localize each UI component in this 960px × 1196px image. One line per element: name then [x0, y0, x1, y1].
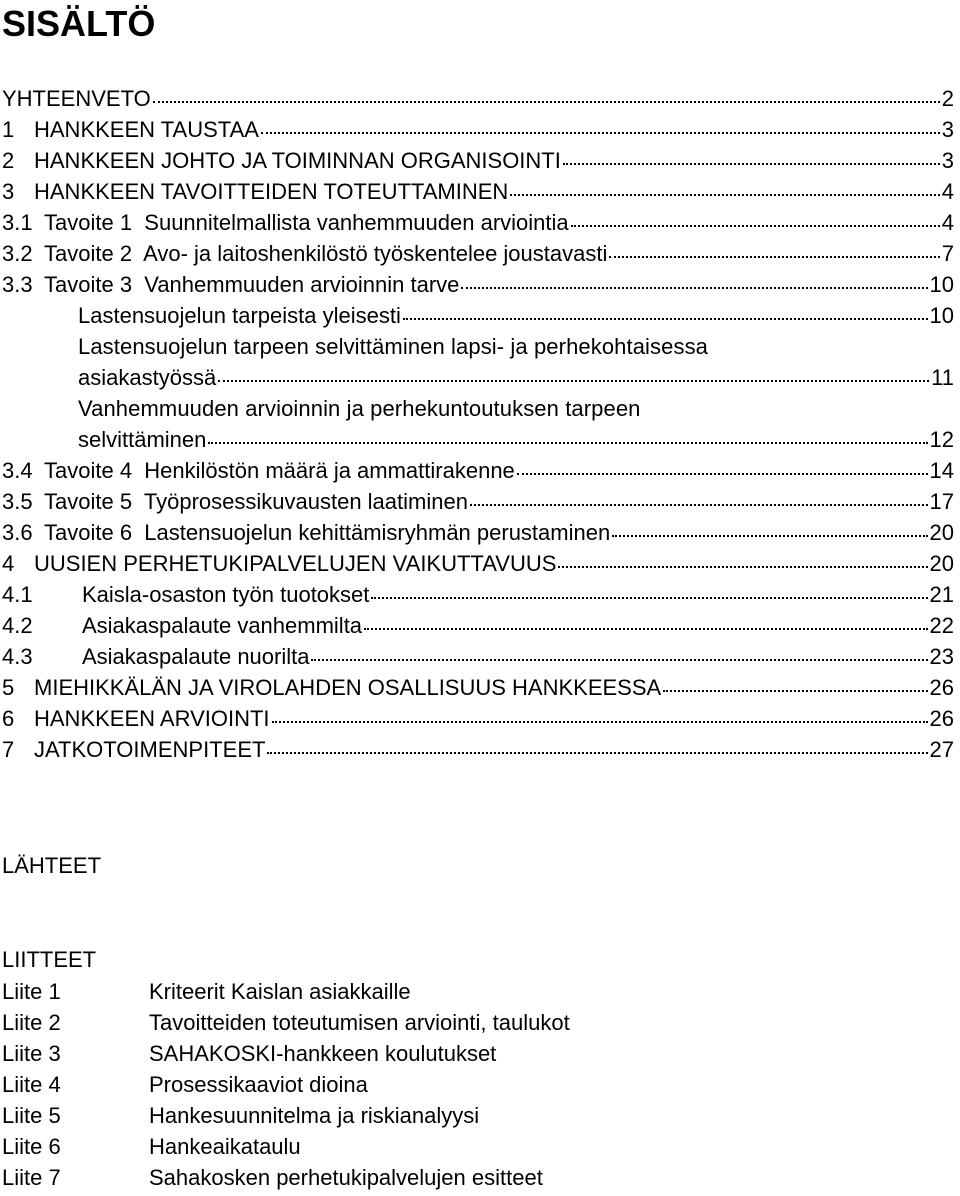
toc-entry-title-line1: Lastensuojelun tarpeen selvittäminen lapsi- ja perhekohtaisessa [78, 334, 709, 359]
toc-leader-dots [563, 163, 940, 165]
toc-entry-title: Lastensuojelun tarpeista yleisesti [78, 303, 401, 328]
toc-entry-title: Tavoite 4 Henkilöstön määrä ja ammattirakenne [44, 458, 515, 483]
appendices-heading: LIITTEET [2, 947, 97, 972]
toc-entry[interactable] [78, 301, 954, 331]
toc-entry-number: 3.6 [2, 520, 33, 545]
toc-entry[interactable] [2, 580, 954, 610]
toc-leader-dots [218, 380, 929, 382]
appendix-label: Liite 5 [2, 1103, 61, 1128]
toc-entry-page: 4 [941, 210, 954, 235]
toc-entry[interactable] [2, 115, 954, 145]
toc-entry-page: 12 [929, 427, 954, 452]
toc-entry[interactable] [2, 146, 954, 176]
appendix-label: Liite 4 [2, 1072, 61, 1097]
toc-entry-page: 17 [929, 489, 954, 514]
toc-entry-title: HANKKEEN TAVOITTEIDEN TOTEUTTAMINEN [34, 179, 509, 204]
toc-leader-dots [261, 132, 940, 134]
toc-entry-number: 1 [2, 117, 15, 142]
toc-entry[interactable] [2, 84, 954, 114]
toc-entry-page: 2 [941, 86, 954, 111]
toc-entry-page: 3 [941, 148, 954, 173]
toc-entry-number: 4 [2, 551, 15, 576]
toc-entry-title: Tavoite 5 Työprosessikuvausten laatiminen [44, 489, 468, 514]
toc-entry-page: 26 [929, 675, 954, 700]
toc-leader-dots [609, 256, 939, 258]
appendix-label: Liite 2 [2, 1010, 61, 1035]
toc-entry-number: 4.1 [2, 582, 33, 607]
toc-leader-dots [371, 597, 927, 599]
toc-entry-number: 4.2 [2, 613, 33, 638]
toc-entry-title: MIEHIKKÄLÄN JA VIROLAHDEN OSALLISUUS HANKKEESSA [34, 675, 662, 700]
toc-leader-dots [510, 194, 939, 196]
toc-leader-dots [272, 721, 928, 723]
toc-entry[interactable] [2, 456, 954, 486]
appendix-label: Liite 1 [2, 979, 61, 1004]
toc-entry-page: 20 [929, 520, 954, 545]
page-title: SISÄLTÖ [2, 3, 156, 44]
toc-entry-title: YHTEENVETO [2, 86, 151, 111]
appendix-title: Kriteerit Kaislan asiakkaille [149, 979, 411, 1004]
toc-entry[interactable] [2, 177, 954, 207]
toc-leader-dots [663, 690, 927, 692]
toc-entry-number: 3.5 [2, 489, 33, 514]
toc-leader-dots [461, 287, 927, 289]
toc-entry-number: 3 [2, 179, 15, 204]
toc-entry-title: asiakastyössä [78, 365, 217, 390]
appendix-title: SAHAKOSKI-hankkeen koulutukset [149, 1041, 497, 1066]
toc-entry-title: Tavoite 1 Suunnitelmallista vanhemmuuden arviointia [44, 210, 569, 235]
toc-entry-page: 27 [929, 737, 954, 762]
toc-leader-dots [267, 752, 927, 754]
toc-entry-title: HANKKEEN JOHTO JA TOIMINNAN ORGANISOINTI [34, 148, 561, 173]
toc-entry-number: 3.2 [2, 241, 33, 266]
appendix-title: Tavoitteiden toteutumisen arviointi, taulukot [149, 1010, 570, 1035]
toc-leader-dots [311, 659, 927, 661]
toc-entry-title: Kaisla-osaston työn tuotokset [82, 582, 370, 607]
toc-leader-dots [153, 101, 940, 103]
toc-entry-page: 23 [929, 644, 954, 669]
toc-entry-number: 4.3 [2, 644, 33, 669]
toc-entry[interactable] [78, 425, 954, 455]
toc-leader-dots [364, 628, 927, 630]
toc-entry-number: 7 [2, 737, 15, 762]
toc-entry-page: 7 [941, 241, 954, 266]
sources-heading: LÄHTEET [2, 853, 102, 878]
toc-entry-number: 5 [2, 675, 15, 700]
toc-entry-number: 3.3 [2, 272, 33, 297]
toc-entry-title: Tavoite 6 Lastensuojelun kehittämisryhmän perustaminen [44, 520, 611, 545]
toc-entry[interactable] [2, 239, 954, 269]
toc-entry-title: HANKKEEN TAUSTAA [34, 117, 259, 142]
toc-entry-page: 4 [941, 179, 954, 204]
toc-entry-page: 20 [929, 551, 954, 576]
toc-entry-page: 14 [929, 458, 954, 483]
toc-entry-number: 3.4 [2, 458, 33, 483]
toc-entry-page: 10 [929, 303, 954, 328]
appendix-title: Sahakosken perhetukipalvelujen esitteet [149, 1165, 543, 1190]
toc-leader-dots [558, 566, 927, 568]
toc-entry[interactable] [2, 518, 954, 548]
toc-entry-number: 3.1 [2, 210, 33, 235]
toc-entry-page: 11 [931, 365, 954, 390]
toc-leader-dots [470, 504, 928, 506]
toc-leader-dots [208, 442, 927, 444]
toc-entry-title: JATKOTOIMENPITEET [34, 737, 266, 762]
toc-entry[interactable] [2, 549, 954, 579]
toc-entry[interactable] [2, 735, 954, 765]
toc-entry-title: selvittäminen [78, 427, 207, 452]
toc-entry-title-line1: Vanhemmuuden arvioinnin ja perhekuntoutuksen tarpeen [78, 396, 641, 421]
toc-entry-title: UUSIEN PERHETUKIPALVELUJEN VAIKUTTAVUUS [34, 551, 557, 576]
toc-entry-number: 6 [2, 706, 15, 731]
toc-entry-title: Tavoite 3 Vanhemmuuden arvioinnin tarve [44, 272, 460, 297]
toc-leader-dots [571, 225, 940, 227]
toc-leader-dots [517, 473, 928, 475]
toc-entry-title: Asiakaspalaute vanhemmilta [82, 613, 363, 638]
appendix-title: Prosessikaaviot dioina [149, 1072, 368, 1097]
toc-entry-title: HANKKEEN ARVIOINTI [34, 706, 270, 731]
toc-entry-number: 2 [2, 148, 15, 173]
toc-entry-title: Asiakaspalaute nuorilta [82, 644, 310, 669]
toc-entry-page: 26 [929, 706, 954, 731]
appendix-label: Liite 6 [2, 1134, 61, 1159]
toc-entry[interactable] [2, 673, 954, 703]
toc-entry[interactable] [2, 704, 954, 734]
toc-entry[interactable] [2, 270, 954, 300]
toc-entry-page: 10 [929, 272, 954, 297]
appendix-title: Hankesuunnitelma ja riskianalyysi [149, 1103, 480, 1128]
toc-entry[interactable] [78, 363, 954, 393]
appendix-label: Liite 7 [2, 1165, 61, 1190]
toc-entry-page: 22 [929, 613, 954, 638]
toc-entry[interactable] [2, 611, 954, 641]
toc-entry-title: Tavoite 2 Avo- ja laitoshenkilöstö työskentelee joustavasti [44, 241, 608, 266]
toc-leader-dots [612, 535, 927, 537]
appendix-title: Hankeaikataulu [149, 1134, 301, 1159]
appendix-label: Liite 3 [2, 1041, 61, 1066]
toc-entry[interactable] [2, 642, 954, 672]
toc-leader-dots [403, 318, 928, 320]
toc-entry-page: 21 [929, 582, 954, 607]
toc-entry-page: 3 [941, 117, 954, 142]
toc-entry[interactable] [2, 487, 954, 517]
toc-entry[interactable] [2, 208, 954, 238]
